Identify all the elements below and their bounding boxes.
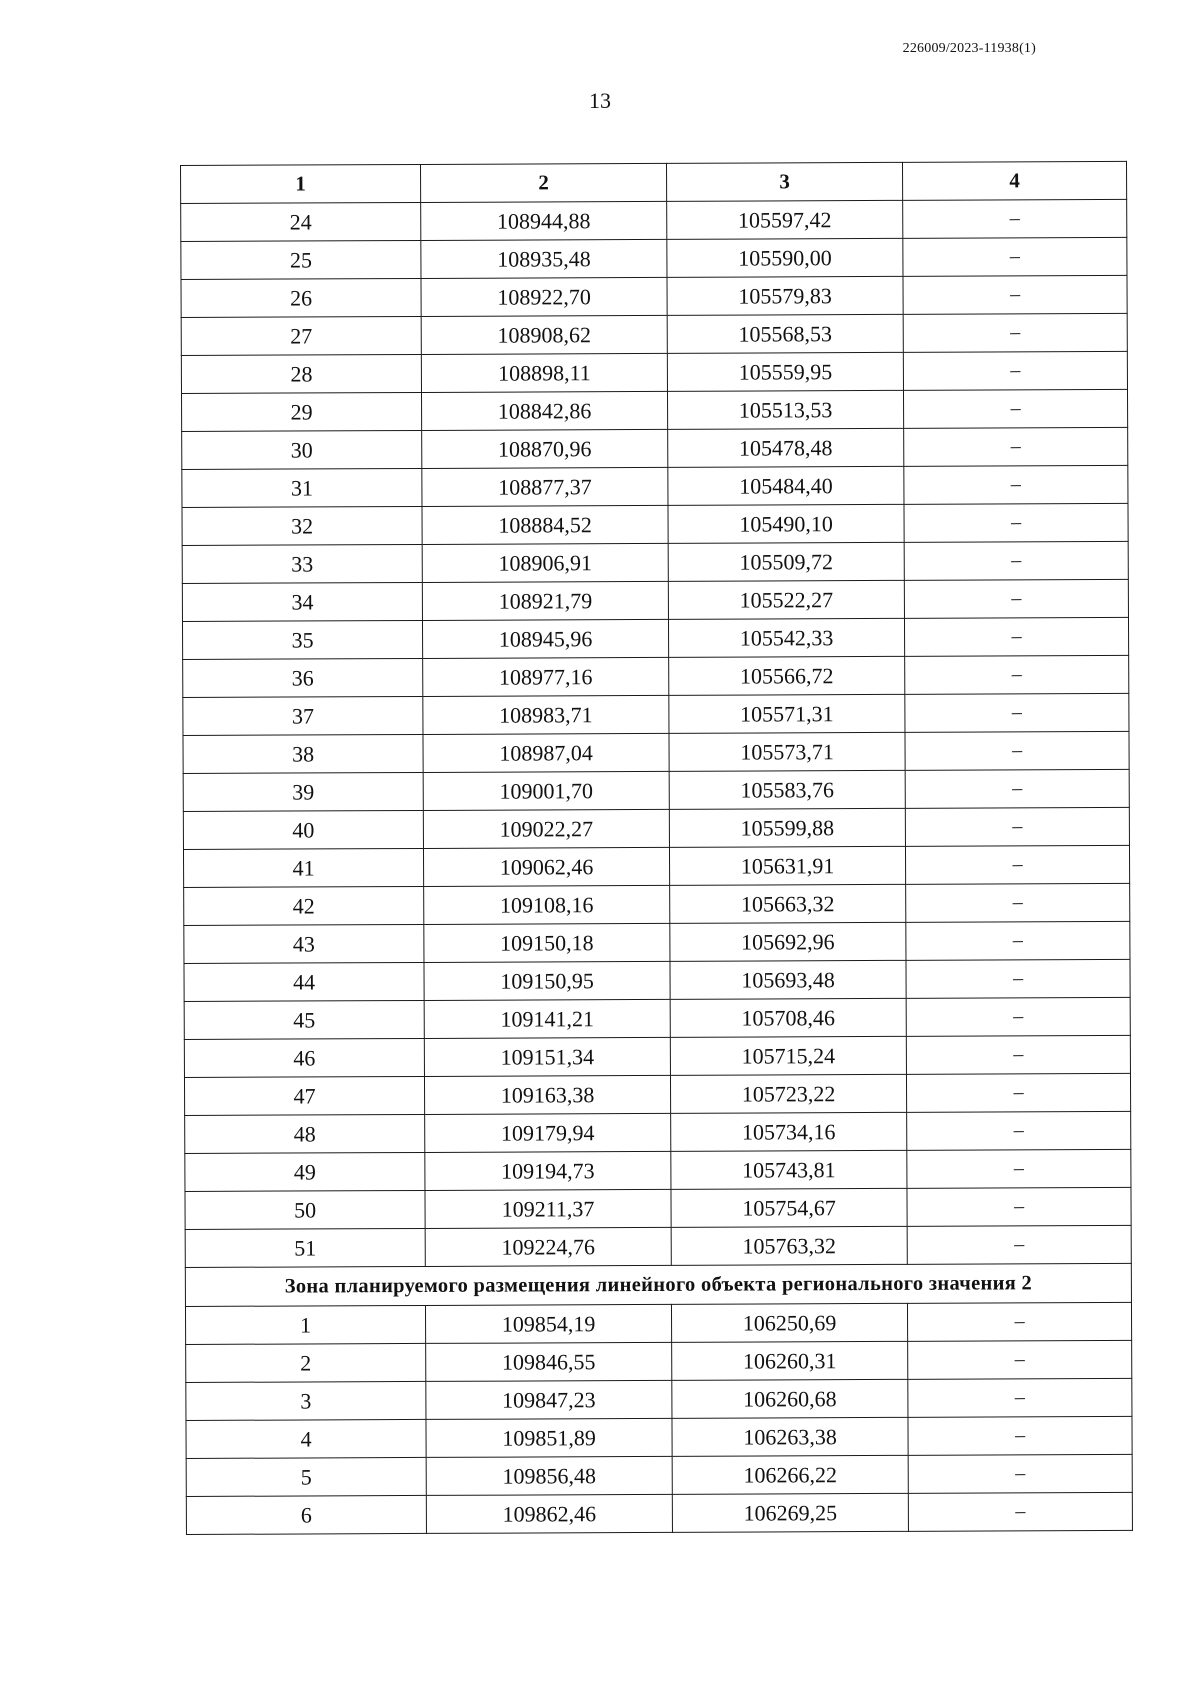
point-number-cell: 39 (183, 772, 423, 811)
point-number-cell: 35 (182, 620, 422, 659)
note-cell: – (906, 883, 1130, 922)
point-number-cell: 24 (181, 202, 421, 241)
note-cell: – (904, 427, 1128, 466)
y-coordinate-cell: 106263,38 (672, 1417, 908, 1456)
point-number-cell: 1 (185, 1305, 425, 1344)
y-coordinate-cell: 106260,68 (672, 1379, 908, 1418)
y-coordinate-cell: 106266,22 (672, 1455, 908, 1494)
note-cell: – (908, 1492, 1132, 1531)
note-cell: – (906, 921, 1130, 960)
point-number-cell: 33 (182, 544, 422, 583)
point-number-cell: 43 (184, 924, 424, 963)
note-cell: – (905, 807, 1129, 846)
section-title: Зона планируемого размещения линейного объекта регионального значения 2 (185, 1263, 1131, 1306)
y-coordinate-cell: 105708,46 (670, 998, 906, 1037)
point-number-cell: 40 (183, 810, 423, 849)
note-cell: – (904, 617, 1128, 656)
point-number-cell: 5 (186, 1457, 426, 1496)
y-coordinate-cell: 105484,40 (668, 466, 904, 505)
note-cell: – (905, 769, 1129, 808)
note-cell: – (903, 199, 1127, 238)
point-number-cell: 27 (181, 316, 421, 355)
point-number-cell: 25 (181, 240, 421, 279)
table-header-row (181, 161, 1127, 203)
note-cell: – (904, 465, 1128, 504)
table-row (186, 1378, 1132, 1420)
y-coordinate-cell: 105513,53 (667, 390, 903, 429)
table-row (183, 769, 1129, 811)
point-number-cell: 26 (181, 278, 421, 317)
y-coordinate-cell: 105542,33 (668, 618, 904, 657)
x-coordinate-cell: 108922,70 (421, 277, 667, 316)
y-coordinate-cell: 105568,53 (667, 314, 903, 353)
x-coordinate-cell: 109001,70 (423, 771, 669, 810)
table-row (181, 237, 1127, 279)
y-coordinate-cell: 105559,95 (667, 352, 903, 391)
table-row (186, 1454, 1132, 1496)
table-row (184, 959, 1130, 1001)
x-coordinate-cell: 109108,16 (424, 885, 670, 924)
note-cell: – (907, 1302, 1131, 1341)
x-coordinate-cell: 108987,04 (423, 733, 669, 772)
y-coordinate-cell: 105693,48 (670, 960, 906, 999)
x-coordinate-cell: 109022,27 (423, 809, 669, 848)
note-cell: – (903, 313, 1127, 352)
point-number-cell: 36 (183, 658, 423, 697)
note-cell: – (908, 1454, 1132, 1493)
note-cell: – (906, 959, 1130, 998)
x-coordinate-cell: 109151,34 (424, 1037, 670, 1076)
point-number-cell: 32 (182, 506, 422, 545)
table-row (182, 503, 1128, 545)
y-coordinate-cell: 105734,16 (671, 1112, 907, 1151)
point-number-cell: 31 (182, 468, 422, 507)
note-cell: – (905, 655, 1129, 694)
x-coordinate-cell: 108842,86 (421, 391, 667, 430)
note-cell: – (906, 1073, 1130, 1112)
point-number-cell: 49 (185, 1152, 425, 1191)
point-number-cell: 41 (183, 848, 423, 887)
table-row (183, 655, 1129, 697)
note-cell: – (903, 275, 1127, 314)
x-coordinate-cell: 108870,96 (422, 429, 668, 468)
table-row (181, 351, 1127, 393)
section-heading-row (185, 1263, 1131, 1306)
y-coordinate-cell: 105663,32 (670, 884, 906, 923)
y-coordinate-cell: 105763,32 (671, 1226, 907, 1265)
y-coordinate-cell: 106250,69 (671, 1303, 907, 1342)
y-coordinate-cell: 105566,72 (669, 656, 905, 695)
note-cell: – (903, 237, 1127, 276)
point-number-cell: 37 (183, 696, 423, 735)
y-coordinate-cell: 105490,10 (668, 504, 904, 543)
point-number-cell: 2 (186, 1343, 426, 1382)
y-coordinate-cell: 105631,91 (669, 846, 905, 885)
x-coordinate-cell: 109211,37 (425, 1189, 671, 1228)
table-row (184, 1035, 1130, 1077)
point-number-cell: 29 (181, 392, 421, 431)
x-coordinate-cell: 108983,71 (423, 695, 669, 734)
table-row (181, 313, 1127, 355)
table-row (182, 579, 1128, 621)
x-coordinate-cell: 108977,16 (423, 657, 669, 696)
y-coordinate-cell: 105754,67 (671, 1188, 907, 1227)
note-cell: – (904, 541, 1128, 580)
y-coordinate-cell: 105509,72 (668, 542, 904, 581)
x-coordinate-cell: 109862,46 (426, 1494, 672, 1533)
x-coordinate-cell: 109141,21 (424, 999, 670, 1038)
table-row (183, 807, 1129, 849)
table-row (184, 921, 1130, 963)
x-coordinate-cell: 109856,48 (426, 1456, 672, 1495)
table-row (181, 275, 1127, 317)
x-coordinate-cell: 109224,76 (425, 1227, 671, 1266)
table-row (182, 541, 1128, 583)
point-number-cell: 50 (185, 1190, 425, 1229)
table-row (183, 845, 1129, 887)
note-cell: – (908, 1378, 1132, 1417)
y-coordinate-cell: 105715,24 (670, 1036, 906, 1075)
y-coordinate-cell: 106269,25 (672, 1493, 908, 1532)
note-cell: – (905, 693, 1129, 732)
y-coordinate-cell: 105723,22 (670, 1074, 906, 1113)
x-coordinate-cell: 109163,38 (424, 1075, 670, 1114)
point-number-cell: 45 (184, 1000, 424, 1039)
x-coordinate-cell: 108921,79 (422, 581, 668, 620)
note-cell: – (907, 1149, 1131, 1188)
point-number-cell: 34 (182, 582, 422, 621)
point-number-cell: 6 (186, 1495, 426, 1534)
y-coordinate-cell: 105692,96 (670, 922, 906, 961)
table-row (184, 997, 1130, 1039)
point-number-cell: 30 (182, 430, 422, 469)
note-cell: – (907, 1111, 1131, 1150)
table-row (186, 1340, 1132, 1382)
y-coordinate-cell: 105743,81 (671, 1150, 907, 1189)
note-cell: – (907, 1187, 1131, 1226)
x-coordinate-cell: 109851,89 (426, 1418, 672, 1457)
y-coordinate-cell: 105583,76 (669, 770, 905, 809)
x-coordinate-cell: 108945,96 (422, 619, 668, 658)
y-coordinate-cell: 105597,42 (667, 200, 903, 239)
page-number: 13 (589, 88, 611, 113)
column-header-3: 3 (666, 162, 902, 201)
x-coordinate-cell: 109846,55 (426, 1342, 672, 1381)
table-section-zone-2 (185, 1263, 1131, 1306)
x-coordinate-cell: 109179,94 (425, 1113, 671, 1152)
x-coordinate-cell: 109150,95 (424, 961, 670, 1000)
coordinates-table (180, 161, 1133, 1535)
table-row (184, 883, 1130, 925)
point-number-cell: 4 (186, 1419, 426, 1458)
note-cell: – (905, 731, 1129, 770)
table-row (185, 1187, 1131, 1229)
table-row (181, 389, 1127, 431)
x-coordinate-cell: 108877,37 (422, 467, 668, 506)
x-coordinate-cell: 108944,88 (421, 201, 667, 240)
y-coordinate-cell: 105599,88 (669, 808, 905, 847)
x-coordinate-cell: 108884,52 (422, 505, 668, 544)
column-header-2: 2 (420, 163, 666, 202)
table-row (185, 1111, 1131, 1153)
point-number-cell: 3 (186, 1381, 426, 1420)
column-header-1: 1 (181, 164, 421, 203)
point-number-cell: 47 (184, 1076, 424, 1115)
note-cell: – (907, 1225, 1131, 1264)
x-coordinate-cell: 108906,91 (422, 543, 668, 582)
point-number-cell: 28 (181, 354, 421, 393)
note-cell: – (908, 1416, 1132, 1455)
y-coordinate-cell: 105522,27 (668, 580, 904, 619)
x-coordinate-cell: 109854,19 (425, 1304, 671, 1343)
x-coordinate-cell: 109847,23 (426, 1380, 672, 1419)
document-id: 226009/2023-11938(1) (902, 41, 1036, 56)
y-coordinate-cell: 105571,31 (669, 694, 905, 733)
note-cell: – (908, 1340, 1132, 1379)
table-row (185, 1225, 1131, 1267)
x-coordinate-cell: 109194,73 (425, 1151, 671, 1190)
y-coordinate-cell: 105573,71 (669, 732, 905, 771)
point-number-cell: 48 (185, 1114, 425, 1153)
note-cell: – (904, 579, 1128, 618)
table-row (182, 617, 1128, 659)
note-cell: – (906, 1035, 1130, 1074)
table-row (182, 427, 1128, 469)
point-number-cell: 38 (183, 734, 423, 773)
y-coordinate-cell: 106260,31 (672, 1341, 908, 1380)
note-cell: – (906, 997, 1130, 1036)
y-coordinate-cell: 105590,00 (667, 238, 903, 277)
note-cell: – (905, 845, 1129, 884)
table-row (181, 199, 1127, 241)
table-body-zone-2 (185, 1302, 1132, 1534)
y-coordinate-cell: 105478,48 (668, 428, 904, 467)
x-coordinate-cell: 109062,46 (423, 847, 669, 886)
x-coordinate-cell: 108898,11 (421, 353, 667, 392)
note-cell: – (903, 351, 1127, 390)
table-row (186, 1416, 1132, 1458)
point-number-cell: 44 (184, 962, 424, 1001)
x-coordinate-cell: 108935,48 (421, 239, 667, 278)
table-row (185, 1302, 1131, 1344)
x-coordinate-cell: 109150,18 (424, 923, 670, 962)
note-cell: – (903, 389, 1127, 428)
table-row (183, 731, 1129, 773)
point-number-cell: 51 (185, 1228, 425, 1267)
table-row (186, 1492, 1132, 1534)
point-number-cell: 42 (184, 886, 424, 925)
column-header-4: 4 (902, 161, 1126, 200)
y-coordinate-cell: 105579,83 (667, 276, 903, 315)
x-coordinate-cell: 108908,62 (421, 315, 667, 354)
table-row (182, 465, 1128, 507)
point-number-cell: 46 (184, 1038, 424, 1077)
table-header (181, 161, 1127, 203)
table-row (184, 1073, 1130, 1115)
table-row (185, 1149, 1131, 1191)
table-row (183, 693, 1129, 735)
table-body-zone-1 (181, 199, 1132, 1267)
note-cell: – (904, 503, 1128, 542)
